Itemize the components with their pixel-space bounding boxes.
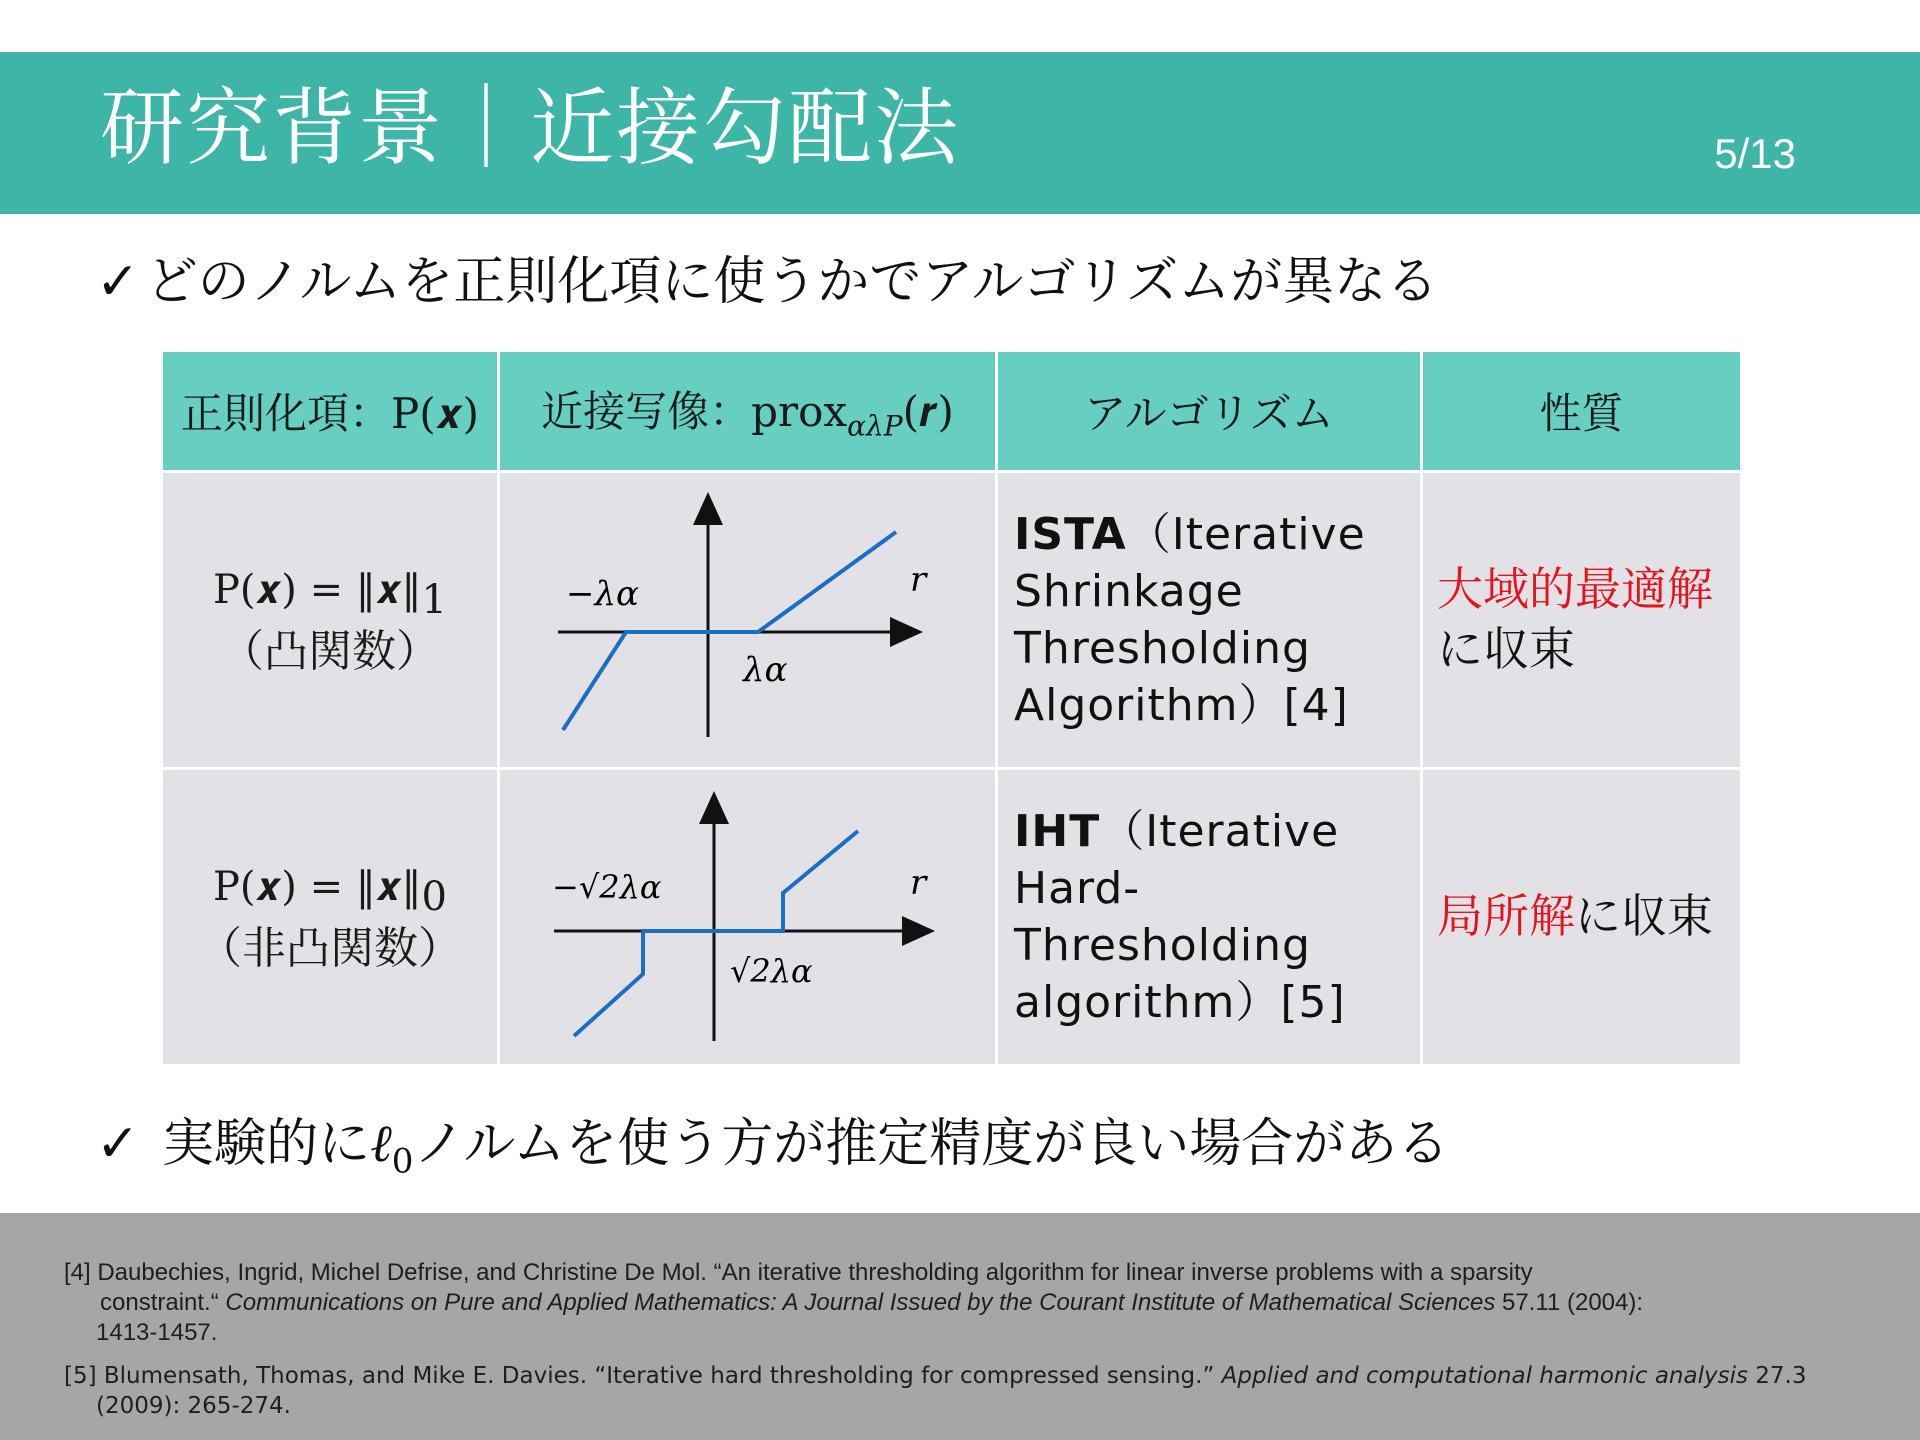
hard-threshold-graph (538, 786, 958, 1048)
ista-desc-2: Shrinkage (1014, 565, 1244, 617)
reference-4 (64, 1258, 1844, 1348)
ref5-journal: Applied and computational harmonic analysis (1221, 1363, 1748, 1389)
iht-desc-3: Thresholding (1014, 920, 1311, 971)
table-row-l1 (162, 472, 1742, 769)
ell-subscript: 0 (391, 1141, 414, 1182)
checkmark-icon: ✓ (96, 1114, 140, 1174)
property-highlight: 局所解 (1437, 889, 1575, 944)
cell-regularizer-l1 (162, 472, 499, 769)
l0-subscript: 0 (421, 873, 447, 920)
header-prox-label: 近接写像： (541, 387, 752, 437)
l0-formula: P(𝒙) = ‖𝒙‖ (213, 863, 422, 910)
ista-desc-4: Algorithm）[4] (1014, 680, 1349, 732)
graph-axis-label: r (909, 560, 926, 600)
header-prox (499, 351, 997, 472)
ref4-journal: Communications on Pure and Applied Mathematics: A Journal Issued by the Courant Institute of Mathematical Sciences (225, 1289, 1496, 1316)
l1-formula: P(𝒙) = ‖𝒙‖ (213, 566, 422, 613)
ell-symbol: ℓ (370, 1114, 392, 1174)
cell-graph-hard-threshold (499, 769, 997, 1066)
ref4-line1: [4] Daubechies, Ingrid, Michel Defrise, and Christine De Mol. “An iterative thresholding algorithm for linear inverse problems with a sparsity (64, 1259, 1533, 1286)
cell-algorithm-ista (997, 472, 1422, 769)
l1-note: （凸関数） (220, 626, 440, 678)
graph-neg-threshold-label: −λα (565, 574, 639, 614)
property-highlight: 大域的最適解 (1437, 562, 1713, 617)
bullet-text-post: ノルムを使う方が推定精度が良い場合がある (413, 1114, 1450, 1174)
ref4-line2-b: 57.11 (2004): (1495, 1289, 1644, 1316)
ref5-line1-b: 27.3 (1747, 1363, 1807, 1389)
l0-note: （非凸関数） (198, 923, 462, 975)
bullet-text: どのノルムを正則化項に使うかでアルゴリズムが異なる (145, 252, 1439, 312)
ref5-line1-a: [5] Blumensath, Thomas, and Mike E. Davies. “Iterative hard thresholding for compressed sensing.” (64, 1363, 1222, 1389)
header-prox-math: prox (751, 387, 848, 437)
iht-desc-4: algorithm）[5] (1014, 977, 1346, 1029)
hard-threshold-curve (574, 831, 858, 1036)
graph-axis-label: r (909, 863, 926, 903)
header-regularizer (162, 351, 499, 472)
cell-algorithm-iht (997, 769, 1422, 1066)
ref4-line2-a: constraint.“ (100, 1289, 226, 1316)
header-property: 性質 (1422, 351, 1742, 472)
cell-graph-soft-threshold (499, 472, 997, 769)
ref5-line2: (2009): 265-274. (96, 1393, 291, 1419)
l1-subscript: 1 (421, 576, 447, 623)
reference-5 (64, 1361, 1844, 1421)
bullet-algorithm-depends (96, 252, 1439, 312)
header-algorithm: アルゴリズム (997, 351, 1422, 472)
iht-name: IHT (1014, 805, 1101, 857)
cell-property-global (1422, 472, 1742, 769)
page-number: 5/13 (1714, 130, 1796, 177)
table-header-row (162, 351, 1742, 472)
cell-regularizer-l0 (162, 769, 499, 1066)
ref4-line3: 1413-1457. (96, 1319, 218, 1346)
iht-desc-1: （Iterative (1100, 805, 1340, 857)
ista-desc-1: （Iterative (1126, 508, 1366, 560)
header-regularizer-math: P(𝒙) (390, 389, 480, 438)
header-regularizer-label: 正則化項： (180, 389, 391, 438)
bullet-text-pre: 実験的に (162, 1114, 371, 1174)
header-prox-subscript: αλP (847, 409, 903, 443)
cell-property-local (1422, 769, 1742, 1066)
ista-desc-3: Thresholding (1014, 623, 1311, 674)
graph-neg-threshold-label: −√2λα (551, 868, 661, 906)
slide-title: 研究背景｜近接勾配法 (100, 79, 961, 177)
bullet-l0-accuracy (96, 1114, 1450, 1182)
comparison-table (160, 349, 1743, 1067)
graph-pos-threshold-label: λα (742, 650, 788, 690)
iht-desc-2: Hard- (1014, 862, 1141, 914)
ista-name: ISTA (1014, 508, 1127, 560)
checkmark-icon: ✓ (96, 252, 140, 312)
property-text: に収束 (1575, 889, 1713, 944)
graph-pos-threshold-label: √2λα (729, 952, 813, 990)
soft-threshold-graph (538, 489, 958, 751)
property-text: に収束 (1437, 622, 1575, 676)
header-prox-arg: (𝒓) (902, 387, 954, 437)
table-row-l0 (162, 769, 1742, 1066)
